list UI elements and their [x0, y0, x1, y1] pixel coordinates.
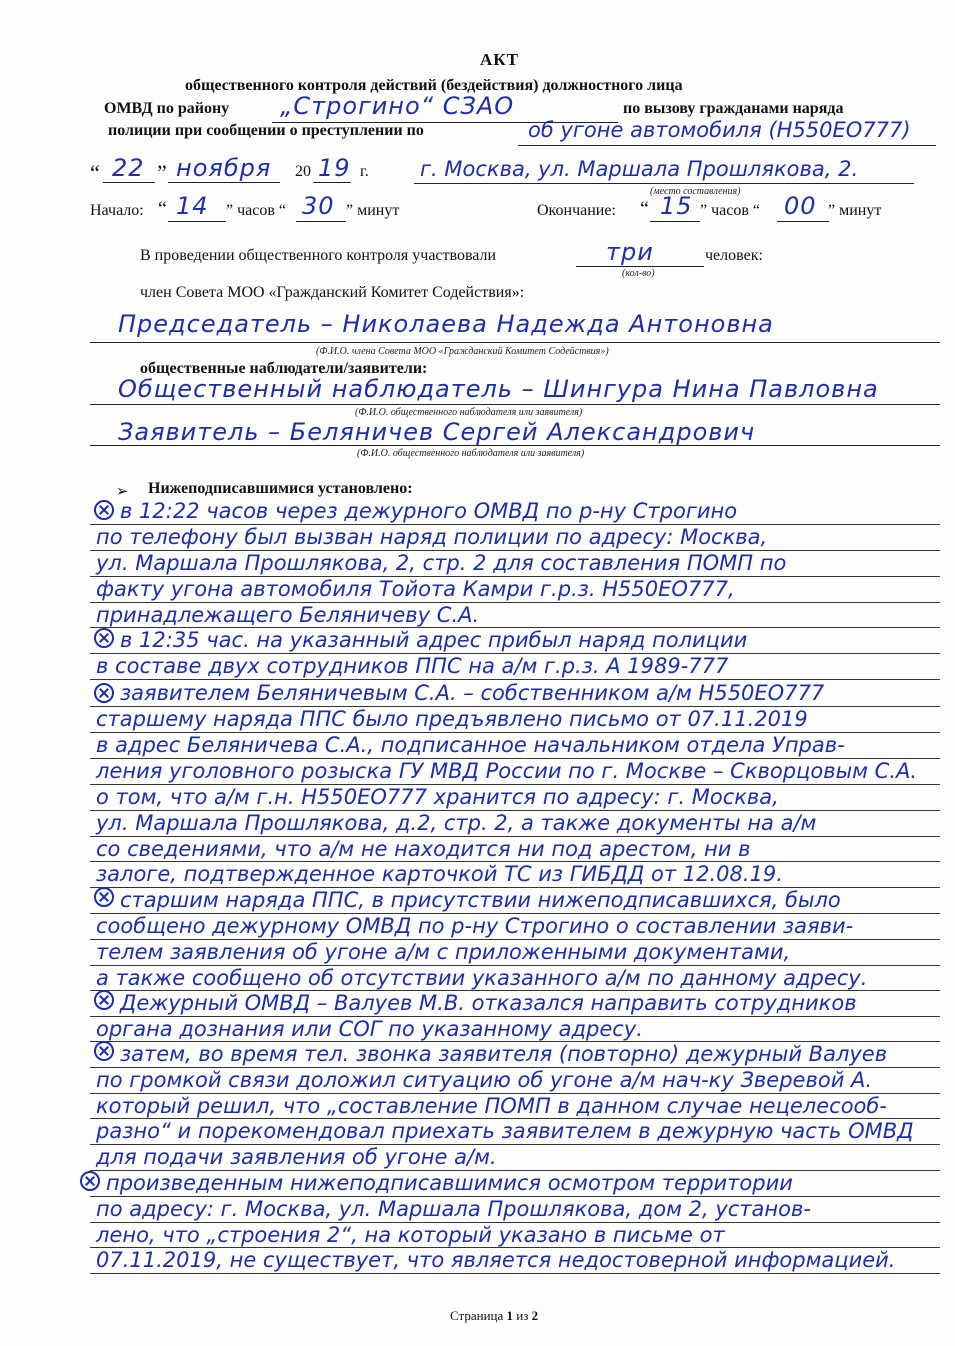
finding-line: в составе двух сотрудников ППС на а/м г.р.з. А 1989-777	[96, 654, 729, 678]
participants-label: В проведении общественного контроля участвовали	[140, 247, 497, 264]
observer-1: Общественный наблюдатель – Шингура Нина Павловна	[118, 375, 879, 403]
council-member: Председатель – Николаева Надежда Антоновна	[118, 310, 774, 338]
end-label: Окончание:	[537, 202, 616, 219]
council-caption: (Ф.И.О. члена Совета МОО «Гражданский Комитет Содействия»)	[316, 346, 609, 357]
participants-suffix: человек:	[705, 247, 763, 264]
paragraph-marker-icon	[94, 500, 114, 520]
date-year-prefix: 20	[295, 163, 311, 180]
finding-line: Дежурный ОМВД – Валуев М.В. отказался направить сотрудников	[120, 991, 857, 1015]
finding-line: ления уголовного розыска ГУ МВД России по г. Москве – Скворцовым С.А.	[96, 759, 918, 783]
established-label: Нижеподписавшимися установлено:	[148, 480, 413, 497]
finding-line: ул. Маршала Прошлякова, 2, стр. 2 для составления ПОМП по	[96, 551, 787, 575]
end-minutes: 00	[784, 192, 817, 220]
finding-line: для подачи заявления об угоне а/м.	[96, 1145, 497, 1169]
date-day: 22	[112, 154, 145, 182]
end-open-quote: “	[640, 198, 649, 220]
participants-count: три	[606, 238, 654, 266]
finding-line: факту угона автомобиля Тойота Камри г.р.з. Н550ЕО777,	[96, 577, 735, 601]
month-underline	[168, 182, 280, 183]
end-hours: 15	[660, 192, 693, 220]
observer-caption-2: (Ф.И.О. общественного наблюдателя или заявителя)	[357, 448, 585, 459]
finding-line: затем, во время тел. звонка заявителя (повторно) дежурный Валуев	[120, 1042, 888, 1066]
observers-label: общественные наблюдатели/заявители:	[140, 360, 428, 377]
paragraph-marker-icon	[94, 990, 114, 1010]
finding-line: телем заявления об угоне а/м с приложенными документами,	[96, 940, 791, 964]
date-year: 19	[318, 154, 351, 182]
ruled-line	[90, 1273, 940, 1274]
paragraph-marker-icon	[94, 683, 114, 703]
date-close-quote: ”	[157, 160, 167, 185]
finding-line: о том, что а/м г.н. Н550ЕО777 хранится по адресу: г. Москва,	[96, 785, 779, 809]
end-hours-underline	[650, 221, 700, 222]
finding-line: принадлежащего Беляничеву С.А.	[96, 603, 480, 627]
start-hours-underline	[168, 221, 226, 222]
observer-2: Заявитель – Беляничев Сергей Александрович	[118, 418, 756, 446]
place-value: г. Москва, ул. Маршала Прошлякова, 2.	[420, 157, 859, 181]
finding-line: в адрес Беляничева С.А., подписанное начальником отдела Управ-	[96, 733, 845, 757]
footer-page-number: 1	[506, 1308, 514, 1323]
finding-line: заявителем Беляничевым С.А. – собственником а/м Н550ЕО777	[120, 681, 825, 705]
place-underline	[414, 183, 914, 184]
finding-line: ул. Маршала Прошлякова, д.2, стр. 2, а также документы на а/м	[96, 811, 817, 835]
start-minutes: 30	[302, 192, 335, 220]
finding-line: который решил, что „составление ПОМП в данном случае нецелесооб-	[96, 1094, 887, 1118]
finding-line: в 12:35 час. на указанный адрес прибыл наряд полиции	[120, 628, 748, 652]
page-footer	[450, 1308, 538, 1324]
day-underline	[103, 182, 155, 183]
finding-line: 07.11.2019, не существует, что является недостоверной информацией.	[96, 1248, 896, 1272]
finding-line: произведенным нижеподписавшимися осмотром территории	[106, 1171, 793, 1195]
start-minutes-unit: ” минут	[346, 202, 400, 219]
crime-underline	[518, 145, 936, 146]
finding-line: по адресу: г. Москва, ул. Маршала Прошлякова, дом 2, установ-	[96, 1197, 811, 1221]
council-label: член Совета МОО «Гражданский Комитет Содействия»:	[140, 284, 525, 301]
place-caption: (место составления)	[650, 186, 741, 197]
date-open-quote: “	[90, 160, 100, 185]
year-underline	[313, 182, 351, 183]
footer-page-total: 2	[531, 1308, 539, 1323]
end-minutes-underline	[777, 221, 829, 222]
start-hours-unit: ” часов “	[226, 202, 287, 219]
crime-value: об угоне автомобиля (Н550ЕО777)	[528, 118, 911, 142]
paragraph-marker-icon	[94, 628, 114, 648]
participants-underline	[576, 266, 704, 267]
paragraph-marker-icon	[80, 1171, 100, 1191]
finding-line: со сведениями, что а/м не находится ни под арестом, ни в	[96, 837, 751, 861]
omvd-label: ОМВД по району	[104, 100, 230, 117]
observer-caption-1: (Ф.И.О. общественного наблюдателя или заявителя)	[355, 407, 583, 418]
observer1-underline	[90, 404, 940, 405]
start-label: Начало:	[90, 202, 144, 219]
footer-page-label: Страница	[450, 1308, 504, 1323]
finding-line: в 12:22 часов через дежурного ОМВД по р-ну Строгино	[120, 499, 738, 523]
finding-line: старшему наряда ППС было предъявлено письмо от 07.11.2019	[96, 707, 808, 731]
start-open-quote: “	[158, 198, 167, 220]
paragraph-marker-icon	[94, 1041, 114, 1061]
end-hours-unit: ” часов “	[700, 202, 761, 219]
document-title: АКТ	[480, 50, 519, 69]
district-value: „Строгино“ СЗАО	[280, 92, 515, 120]
finding-line: залоге, подтвержденное карточкой ТС из ГИБДД от 12.08.19.	[96, 862, 783, 886]
finding-line: органа дознания или СОГ по указанному адресу.	[96, 1017, 643, 1041]
finding-line: а также сообщено об отсутствии указанного а/м по данному адресу.	[96, 966, 868, 990]
bullet-arrow-icon: ➢	[116, 484, 129, 500]
document-subtitle: общественного контроля действий (бездействия) должностного лица	[185, 77, 683, 94]
call-label: по вызову гражданами наряда	[623, 100, 844, 117]
ruled-line	[90, 679, 940, 680]
finding-line: лено, что „строения 2“, на который указано в письме от	[96, 1223, 725, 1247]
start-minutes-underline	[296, 221, 346, 222]
finding-line: разно“ и порекомендовал приехать заявителем в дежурную часть ОМВД	[96, 1119, 914, 1143]
date-year-unit: г.	[360, 163, 369, 180]
end-minutes-unit: ” минут	[828, 202, 882, 219]
report-label: полиции при сообщении о преступлении по	[108, 122, 424, 139]
finding-line: по телефону был вызван наряд полиции по адресу: Москва,	[96, 525, 768, 549]
count-caption: (кол-во)	[622, 268, 655, 279]
date-month: ноября	[176, 154, 272, 182]
start-hours: 14	[176, 192, 209, 220]
council-underline	[90, 342, 940, 343]
finding-line: старшим наряда ППС, в присутствии нижеподписавшихся, было	[120, 888, 841, 912]
finding-line: по громкой связи доложил ситуацию об угоне а/м нач-ку Зверевой А.	[96, 1068, 873, 1092]
paragraph-marker-icon	[94, 887, 114, 907]
footer-of-label: из	[516, 1308, 529, 1323]
finding-line: сообщено дежурному ОМВД по р-ну Строгино о составлении заяви-	[96, 914, 854, 938]
